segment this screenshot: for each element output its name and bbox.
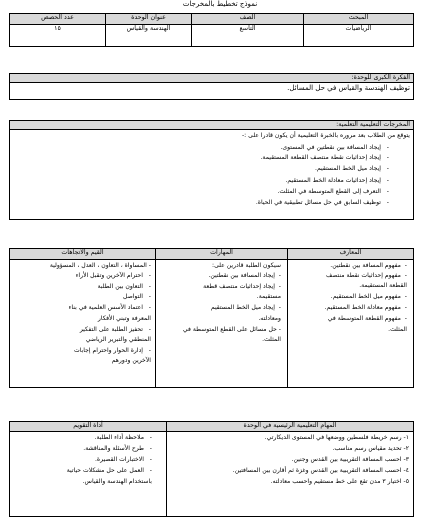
task-item: ٢- تحديد مقياس رسم مناسب. — [332, 445, 409, 452]
knowledge-item: - مفهوم معادلة الخط المستقيم. — [324, 304, 407, 311]
skill-item: ومعادلته. — [258, 315, 281, 322]
tasks-assessment-table — [9, 421, 414, 517]
header-assessment-tool: أداة التقويم — [9, 421, 167, 432]
value-item: - التواصل — [122, 293, 151, 300]
big-idea-label: الفكرة الكبرى للوحدة: — [9, 73, 414, 83]
skill-item: مستقيمة. — [256, 293, 281, 300]
outcomes-label: المخرجات التعليمية التعلمية: — [9, 120, 414, 130]
assessment-column — [9, 431, 167, 517]
value-item: - إدارة الحوار واحترام إجابات — [73, 347, 151, 354]
header-knowledge: المعارف — [287, 248, 414, 260]
outcome-item: - التعرف إلى القطع المتوسطة في المثلث. — [277, 188, 389, 195]
skill-item: - إيجاد ميل الخط المستقيم — [210, 304, 281, 311]
outcomes-body — [9, 129, 414, 220]
big-idea-box — [9, 73, 414, 100]
tool-item: - ملاحظة أداء الطلبة. — [94, 434, 152, 441]
value-item: - المساواة ، التعاون ، العدل ، المسؤولية — [49, 262, 151, 269]
tool-item: - طرح الأسئلة والمناقشة. — [83, 445, 152, 452]
value-grade: التاسع — [191, 24, 304, 47]
header-grade: الصف — [191, 13, 304, 25]
big-idea-text: توظيف الهندسة والقياس في حل المسائل. — [9, 82, 414, 100]
skill-item: - حل مسائل على القطع المتوسطة في — [182, 326, 281, 333]
knowledge-item: المثلث. — [388, 326, 407, 333]
outcome-item: - إيجاد ميل الخط المستقيم. — [315, 165, 389, 172]
tool-item: - العمل على حل مشكلات حياتية — [66, 467, 152, 474]
info-table — [9, 13, 414, 47]
skill-item: - إيجاد إحداثيات منتصف قطعة — [203, 283, 281, 290]
skill-item: - إيجاد المسافة بين نقطتين. — [208, 272, 281, 279]
header-unit-title: عنوان الوحدة — [105, 13, 192, 25]
skills-column — [155, 259, 288, 388]
header-lesson-count: عدد الحصص — [9, 13, 106, 25]
value-item: - تحفيز الطلبة على التفكير — [79, 326, 151, 333]
header-values: القيم والاتجاهات — [9, 248, 156, 260]
knowledge-skills-values-table — [9, 248, 414, 388]
value-item: - التعاون بين الطلبة — [97, 283, 151, 290]
value-lesson-count: ١٥ — [9, 24, 106, 47]
document-title: نموذج تخطيط بالمخرجات — [182, 0, 258, 8]
knowledge-item: القطعة المستقيمة. — [359, 282, 407, 289]
task-item: ٤- احسب المسافة التقريبية بين القدس وغزة ثم أقارن بين المسافتين. — [232, 467, 409, 474]
task-item: ١- رسم خريطة فلسطين ووضعها في المستوى الديكارتي. — [264, 434, 409, 441]
value-subject: الرياضيات — [303, 24, 414, 47]
task-item: ٥- اختيار ٣ مدن تقع على خط مستقيم واحسب معادلته. — [270, 478, 409, 485]
tool-item: - الاختبارات القصيرة. — [94, 456, 152, 463]
outcome-item: - إيجاد إحداثيات معادلة الخط المستقيم. — [285, 177, 389, 184]
knowledge-item: - مفهوم القطعة المتوسطة في — [327, 315, 407, 322]
tool-item: باستخدام الهندسة والقياس. — [82, 478, 152, 485]
knowledge-item: - مفهوم إحداثيات نقطة منتصف — [325, 272, 407, 279]
outcomes-intro: يتوقع من الطلاب بعد مروره بالخبرة التعليمية أن يكون قادرا على :- — [241, 132, 410, 139]
tasks-column — [166, 431, 414, 517]
task-item: ٣- احسب المسافة التقريبية بين القدس وجنين. — [291, 456, 409, 463]
outcome-item: - إيجاد المسافة بين نقطتين في المستوى. — [280, 144, 389, 151]
outcome-item: - إيجاد إحداثيات نقطة منتصف القطعة المستقيمة. — [260, 154, 389, 161]
values-column — [9, 259, 156, 388]
value-unit-title: الهندسة والقياس — [105, 24, 192, 47]
header-subject: المبحث — [303, 13, 414, 25]
skills-intro: سيكون الطلبة قادرين على: — [212, 262, 281, 269]
knowledge-item: - مفهوم ميل الخط المستقيم. — [330, 293, 407, 300]
value-item: المنطقي والتبرير الرياضي — [85, 336, 151, 343]
knowledge-column — [287, 259, 414, 388]
value-item: المعرفة وتبني الأفكار — [97, 315, 151, 322]
knowledge-item: - مفهوم المسافة بين نقطتين. — [330, 262, 407, 269]
header-skills: المهارات — [155, 248, 288, 260]
value-item: - احترام الآخرين وتقبل الأراء — [75, 272, 151, 279]
value-item: - اعتماد الأسس العلمية في بناء — [68, 304, 151, 311]
header-main-tasks: المهام التعليمية الرئيسية في الوحدة — [166, 421, 414, 432]
outcomes-box — [9, 120, 414, 220]
outcome-item: - توظيف السابق في حل مسائل تطبيقية في الحياة. — [255, 199, 389, 206]
skill-item: المثلث. — [262, 336, 281, 343]
value-item: الآخرين ودورهم — [111, 357, 151, 364]
